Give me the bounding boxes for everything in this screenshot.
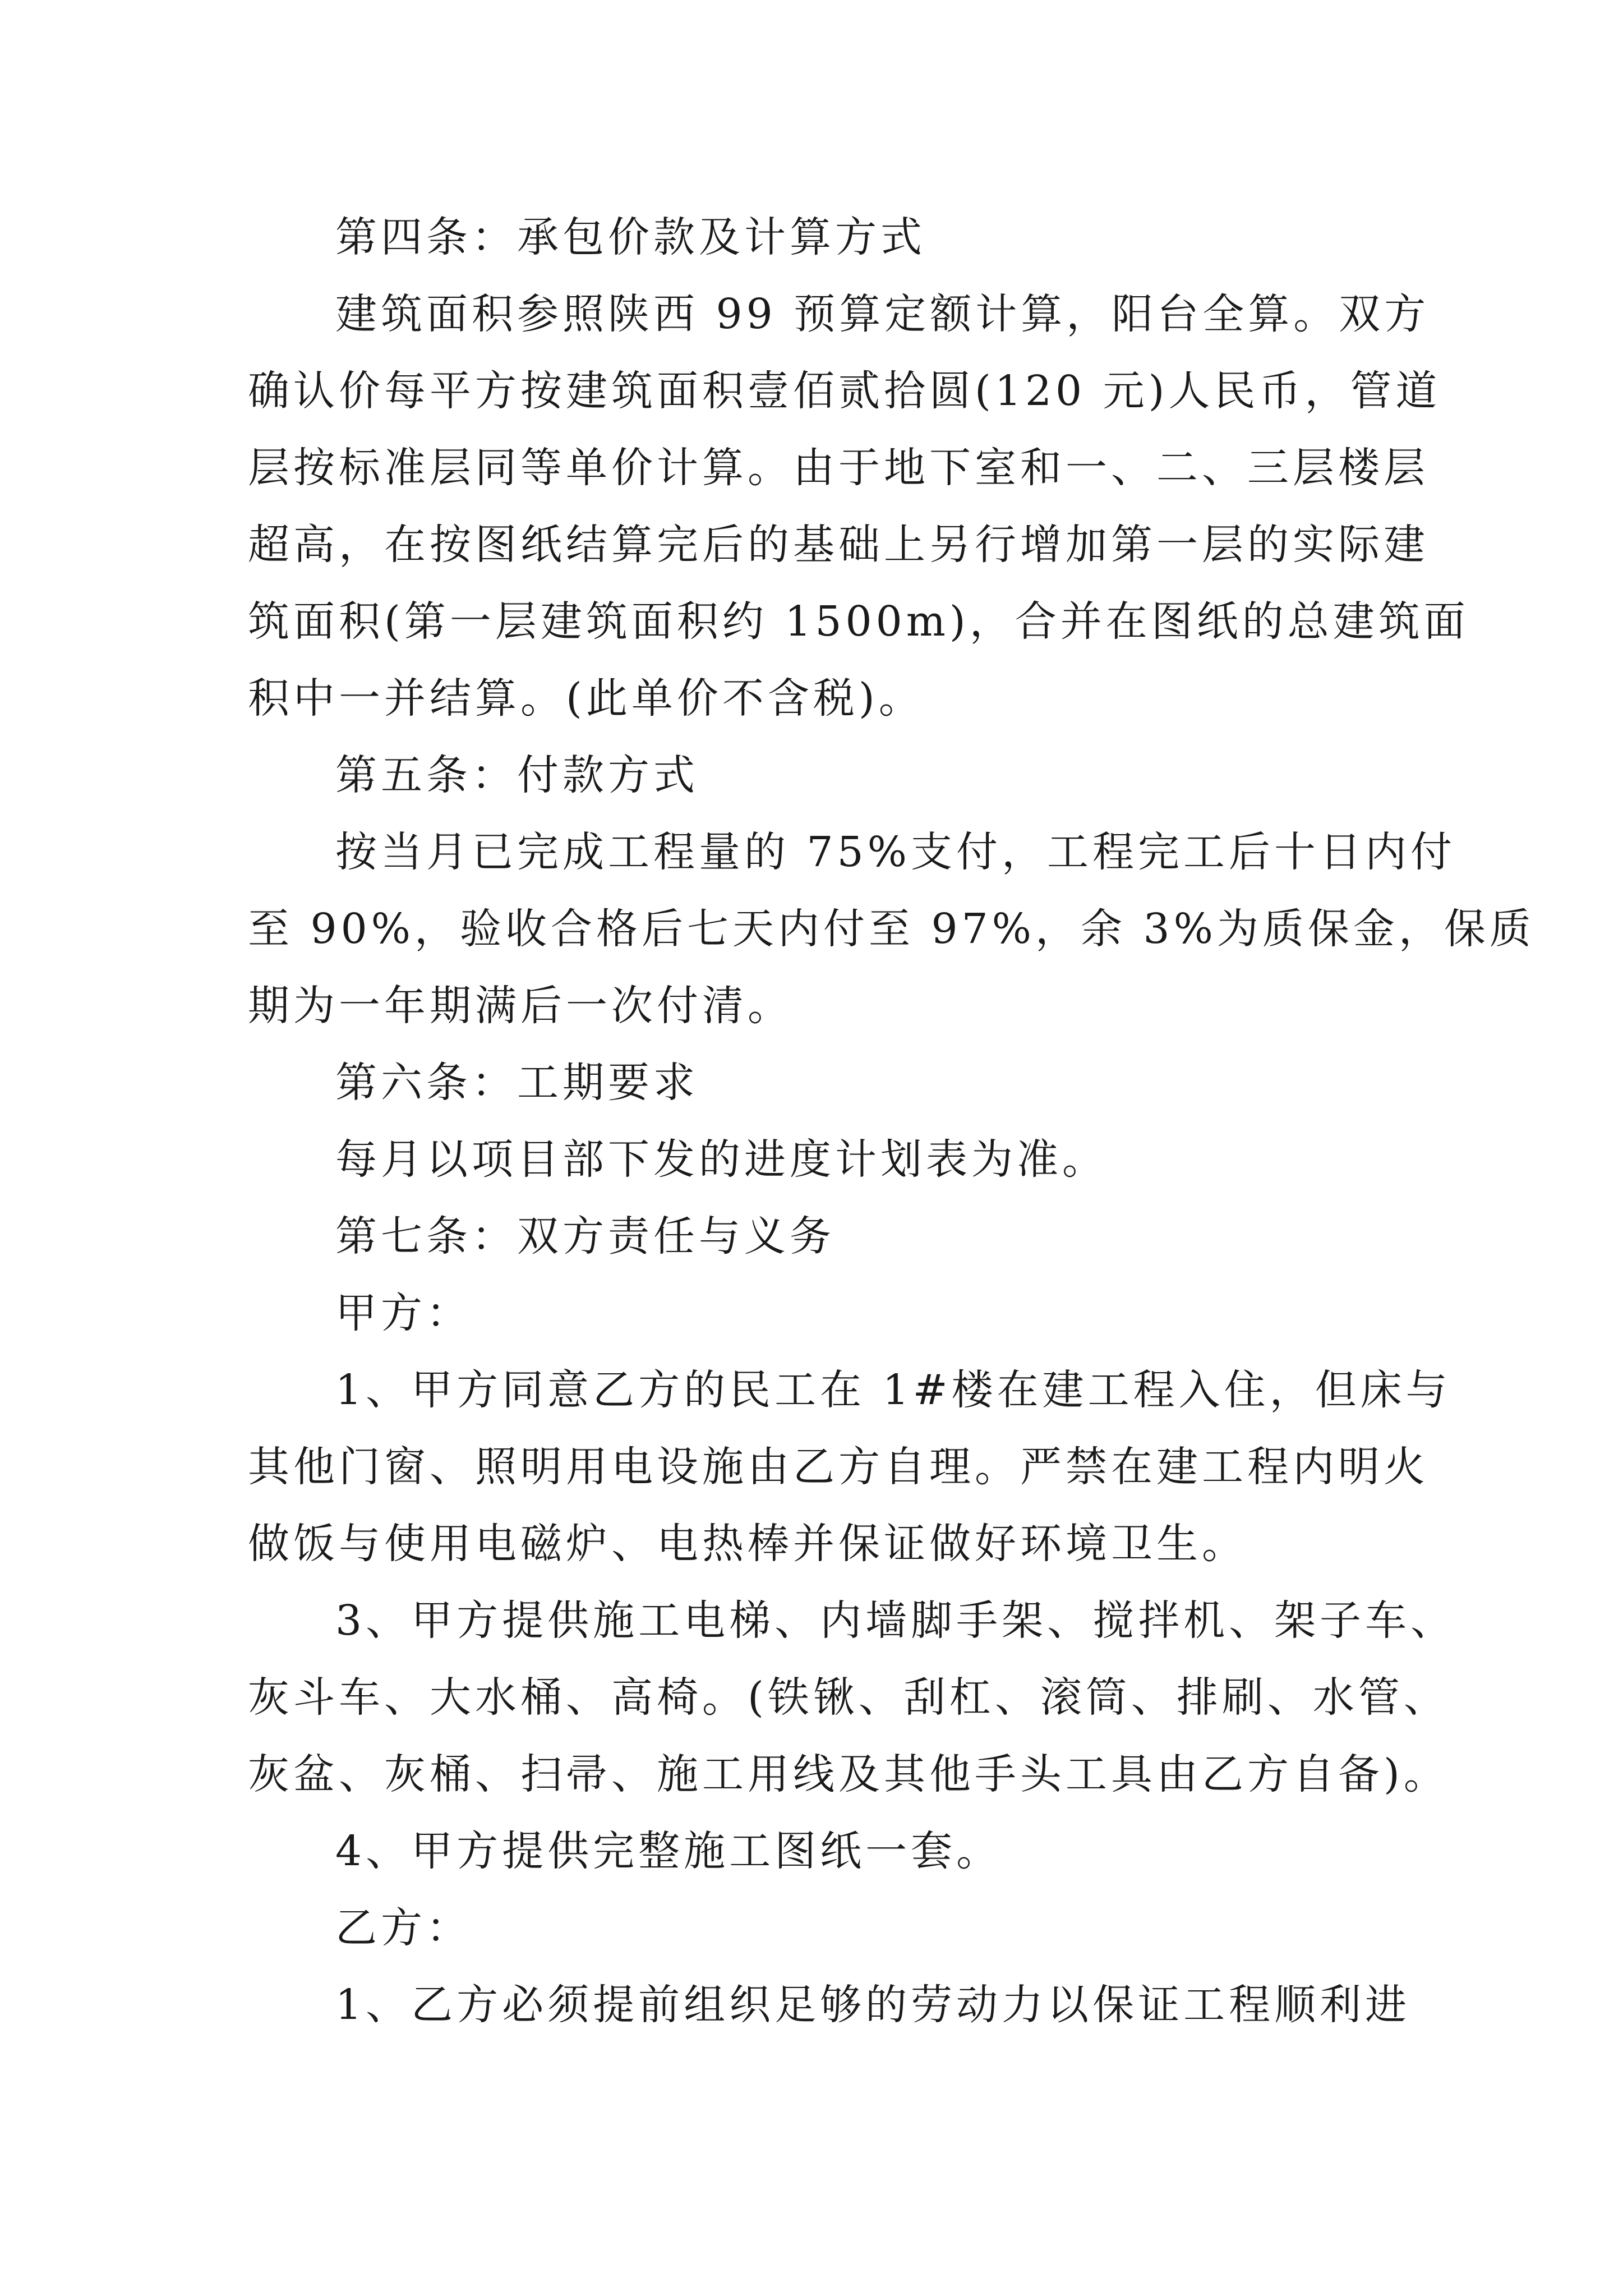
article-6-heading: 第六条：工期要求 (335, 1059, 699, 1107)
article-4-paragraph-line: 超高，在按图纸结算完后的基础上另行增加第一层的实际建 (248, 521, 1429, 569)
article-5-heading: 第五条：付款方式 (335, 751, 699, 799)
article-7-heading: 第七条：双方责任与义务 (335, 1212, 835, 1260)
article-5-paragraph-line: 期为一年期满后一次付清。 (248, 982, 793, 1030)
party-a-heading: 甲方： (335, 1289, 472, 1337)
party-a-item-line: 做饭与使用电磁炉、电热棒并保证做好环境卫生。 (248, 1520, 1247, 1568)
article-4-paragraph-line: 层按标准层同等单价计算。由于地下室和一、二、三层楼层 (248, 444, 1429, 492)
party-a-item-line: 1、甲方同意乙方的民工在 1#楼在建工程入住，但床与 (335, 1366, 1451, 1414)
article-5-paragraph-line: 按当月已完成工程量的 75%支付，工程完工后十日内付 (335, 828, 1456, 876)
article-5-paragraph-line: 至 90%，验收合格后七天内付至 97%，余 3%为质保金，保质 (248, 905, 1535, 953)
article-4-heading: 第四条：承包价款及计算方式 (335, 213, 926, 261)
party-a-item-line: 其他门窗、照明用电设施由乙方自理。严禁在建工程内明火 (248, 1443, 1429, 1491)
party-a-item-line: 灰盆、灰桶、扫帚、施工用线及其他手头工具由乙方自备)。 (248, 1750, 1449, 1798)
document-body (248, 199, 1535, 2044)
article-6-paragraph-line: 每月以项目部下发的进度计划表为准。 (335, 1135, 1108, 1184)
article-4-paragraph-line: 确认价每平方按建筑面积壹佰贰拾圆(120 元)人民币，管道 (248, 367, 1441, 415)
party-a-item-line: 灰斗车、大水桶、高椅。(铁锹、刮杠、滚筒、排刷、水管、 (248, 1673, 1449, 1722)
party-b-item-line: 1、乙方必须提前组织足够的劳动力以保证工程顺利进 (335, 1981, 1411, 2029)
party-a-item-line: 3、甲方提供施工电梯、内墙脚手架、搅拌机、架子车、 (335, 1596, 1456, 1645)
article-4-paragraph-line: 建筑面积参照陕西 99 预算定额计算，阳台全算。双方 (335, 290, 1430, 338)
article-4-paragraph-line: 积中一并结算。(此单价不含税)。 (248, 674, 924, 723)
party-b-heading: 乙方： (335, 1904, 472, 1952)
party-a-item-line: 4、甲方提供完整施工图纸一套。 (335, 1827, 1002, 1875)
article-4-paragraph-line: 筑面积(第一层建筑面积约 1500m)，合并在图纸的总建筑面 (248, 597, 1469, 646)
